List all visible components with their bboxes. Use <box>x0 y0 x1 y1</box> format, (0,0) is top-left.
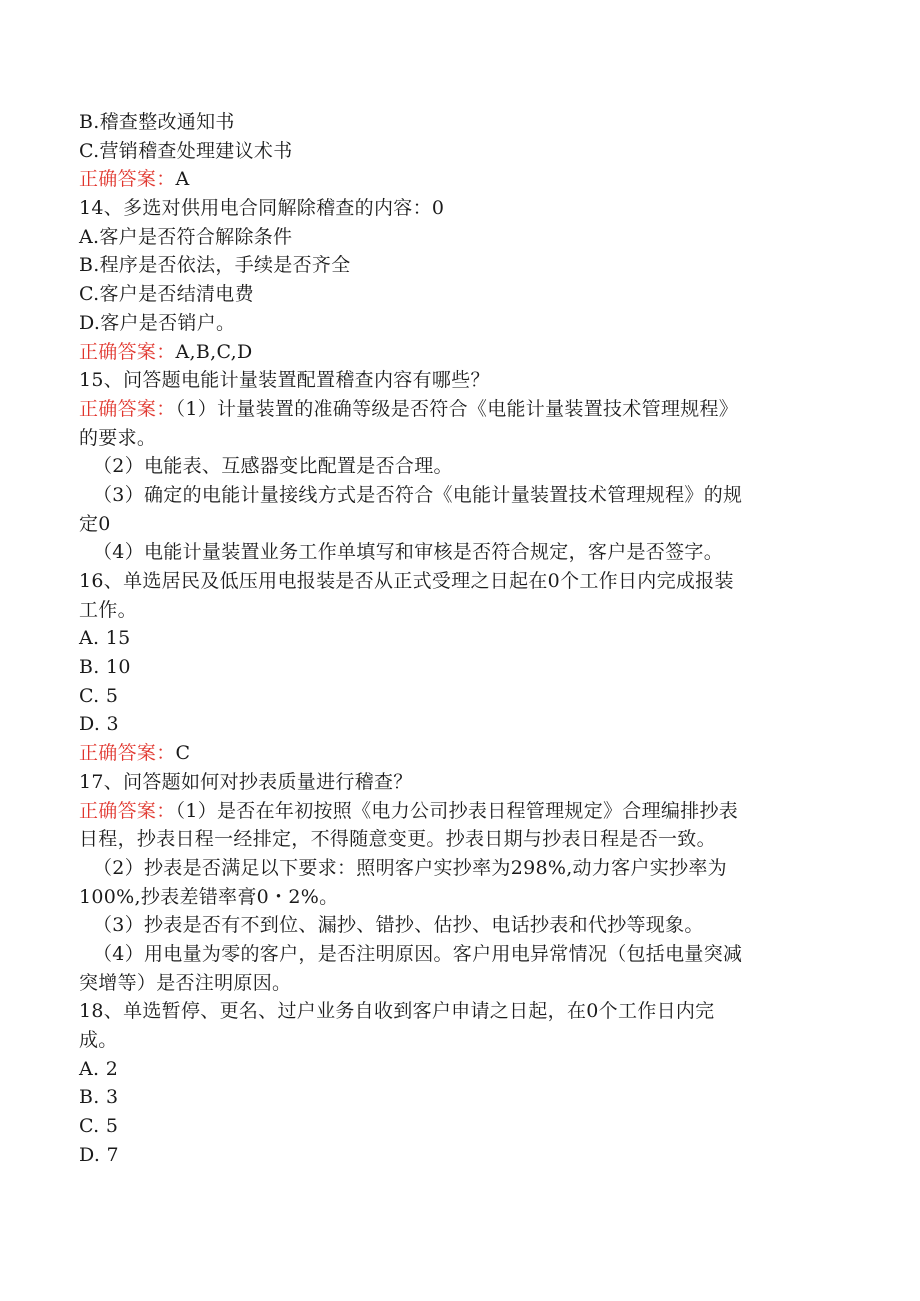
text-line <box>79 481 839 510</box>
text-line: B.程序是否依法，手续是否齐全 <box>79 254 351 277</box>
answer-line <box>79 395 839 424</box>
text-line: 15、问答题电能计量装置配置稽查内容有哪些？ <box>79 369 490 392</box>
line-text: （4）电能计量装置业务工作单填写和审核是否符合规定，客户是否签字。 <box>93 541 723 564</box>
correct-answer-label: 正确答案： <box>79 397 176 420</box>
document-body <box>79 108 839 1169</box>
text-line: D. 3 <box>79 713 119 736</box>
text-line: 日程，抄表日程一经排定，不得随意变更。抄表日期与抄表日程是否一致。 <box>79 828 716 851</box>
text-line: 突增等）是否注明原因。 <box>79 971 292 994</box>
text-line: 100%,抄表差错率膏0・2%。 <box>79 885 339 908</box>
text-line: C. 5 <box>79 684 119 707</box>
line-text: （2）电能表、互感器变比配置是否合理。 <box>93 455 453 478</box>
text-line: C.营销稽查处理建议术书 <box>79 139 293 162</box>
text-line <box>79 911 839 940</box>
correct-answer-label: 正确答案： <box>79 742 176 765</box>
text-line: 成。 <box>79 1029 118 1051</box>
text-line: B.稽查整改通知书 <box>79 111 235 133</box>
correct-answer-label: 正确答案： <box>79 799 176 822</box>
text-line: A. 2 <box>79 1057 119 1080</box>
line-text: （2）抄表是否满足以下要求：照明客户实抄率为298%,动力客户实抄率为 <box>93 856 727 879</box>
answer-line <box>79 797 839 826</box>
text-line: 16、单选居民及低压用电报装是否从正式受理之日起在0个工作日内完成报装 <box>79 570 734 592</box>
correct-answer-label: 正确答案： <box>79 168 176 191</box>
text-line: C.客户是否结清电费 <box>79 283 254 306</box>
correct-answer-label: 正确答案： <box>79 340 176 363</box>
text-line <box>79 538 839 567</box>
text-line: 定0 <box>79 512 111 535</box>
line-text: （3）确定的电能计量接线方式是否符合《电能计量装置技术管理规程》的规 <box>93 483 743 506</box>
text-line: D.客户是否销户。 <box>79 311 236 334</box>
text-line: A. 15 <box>79 627 131 650</box>
answer-line <box>79 338 839 367</box>
text-line: 工作。 <box>79 598 137 621</box>
line-text: A <box>175 168 190 191</box>
text-line: B. 10 <box>79 656 131 679</box>
text-line: 18、单选暂停、更名、过户业务自收到客户申请之日起，在0个工作日内完 <box>79 1000 715 1023</box>
text-line: 14、多选对供用电合同解除稽查的内容：0 <box>79 197 445 220</box>
answer-line <box>79 739 839 768</box>
text-line <box>79 452 839 481</box>
text-line <box>79 854 839 883</box>
line-text: C <box>175 742 191 765</box>
line-text: （1）是否在年初按照《电力公司抄表日程管理规定》合理编排抄表 <box>175 799 739 822</box>
text-line: D. 7 <box>79 1143 119 1166</box>
line-text: （4）用电量为零的客户，是否注明原因。客户用电异常情况（包括电量突减 <box>93 942 743 965</box>
text-line: 的要求。 <box>79 426 157 449</box>
text-line <box>79 940 839 969</box>
line-text: A,B,C,D <box>175 340 253 363</box>
text-line: B. 3 <box>79 1086 119 1109</box>
answer-line <box>79 165 839 194</box>
text-line: A.客户是否符合解除条件 <box>79 225 293 248</box>
text-line: 17、问答题如何对抄表质量进行稽查？ <box>79 770 413 793</box>
line-text: （3）抄表是否有不到位、漏抄、错抄、估抄、电话抄表和代抄等现象。 <box>93 914 704 937</box>
line-text: （1）计量装置的准确等级是否符合《电能计量装置技术管理规程》 <box>175 397 739 420</box>
text-line: C. 5 <box>79 1115 119 1138</box>
